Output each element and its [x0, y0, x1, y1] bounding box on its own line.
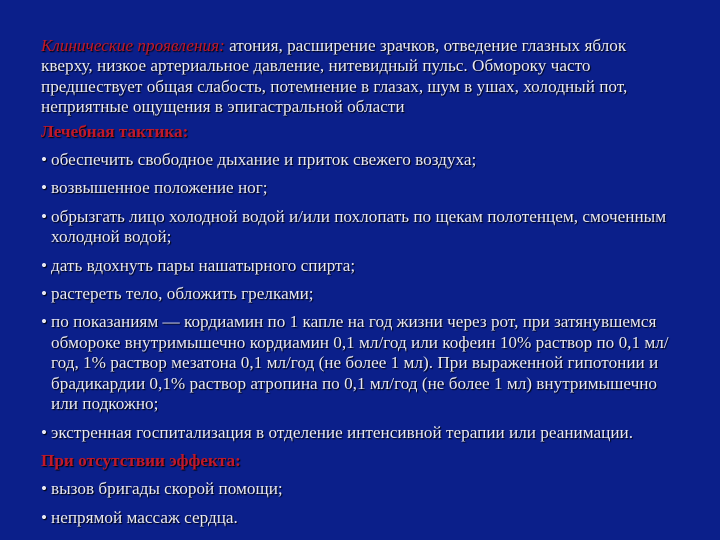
list-item	[41, 508, 681, 528]
clinical-manifestations-paragraph	[41, 36, 681, 118]
bullet-icon: •	[41, 206, 48, 226]
list-item	[41, 256, 681, 276]
list-item-text: обрызгать лицо холодной водой и/или похлопать по щекам полотенцем, смоченным холодной водой;	[51, 206, 667, 247]
list-item	[41, 207, 681, 248]
clinical-manifestations-text: атония, расширение зрачков, отведение глазных яблок кверху, низкое артериальное давление, нитевидный пульс. Обмороку часто предшествует общая слабость, потемнение в глазах, шум в ушах, холодный пот, неприятные ощущения в эпигастральной области	[41, 36, 628, 117]
list-item-text: дать вдохнуть пары нашатырного спирта;	[51, 255, 356, 275]
list-item-text: вызов бригады скорой помощи;	[51, 479, 283, 499]
bullet-icon: •	[41, 479, 48, 499]
list-item	[41, 479, 681, 499]
bullet-icon: •	[41, 178, 48, 198]
clinical-manifestations-label: Клинические проявления:	[41, 36, 225, 55]
list-item-text: по показаниям — кордиамин по 1 капле на год жизни через рот, при затянувшемся обмороке внутримышечно кордиамин 0,1 мл/год или кофеин 10% раствор по 0,1 мл/год, 1% раствор мезатона 0,1 мл/год (не более 1 мл). При выраженной гипотонии и брадикардии 0,1% раствор атропина по 0,1 мл/год (не более 1 мл) внутримышечно или подкожно;	[51, 312, 669, 414]
list-item	[41, 423, 681, 443]
list-item	[41, 178, 681, 198]
list-item-text: растереть тело, обложить грелками;	[51, 284, 314, 304]
no-effect-heading: При отсутствии эффекта:	[41, 450, 241, 470]
bullet-icon: •	[41, 312, 48, 332]
bullet-icon: •	[41, 150, 48, 170]
bullet-icon: •	[41, 255, 48, 275]
list-item	[41, 150, 681, 170]
list-item-text: возвышенное положение ног;	[51, 178, 268, 198]
treatment-tactics-heading: Лечебная тактика:	[41, 121, 189, 141]
list-item-text: непрямой массаж сердца.	[51, 507, 238, 527]
bullet-icon: •	[41, 284, 48, 304]
slide-content	[41, 36, 681, 536]
list-item	[41, 284, 681, 304]
list-item	[41, 312, 681, 414]
list-item-text: экстренная госпитализация в отделение интенсивной терапии или реанимации.	[51, 422, 634, 442]
bullet-icon: •	[41, 422, 48, 442]
bullet-icon: •	[41, 507, 48, 527]
list-item-text: обеспечить свободное дыхание и приток свежего воздуха;	[51, 150, 477, 170]
